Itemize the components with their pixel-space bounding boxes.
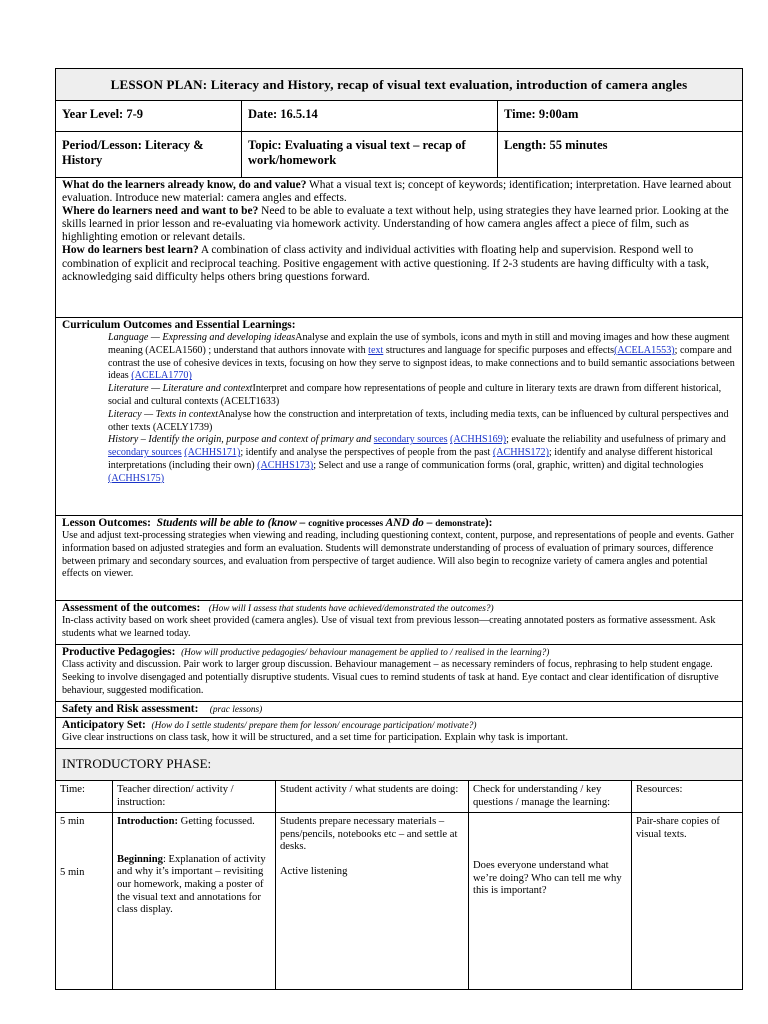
pedagogies-heading: Productive Pedagogies: — [62, 646, 176, 658]
period-lesson: Period/Lesson: Literacy & History — [56, 132, 242, 178]
achhs169-link[interactable]: (ACHHS169) — [450, 434, 507, 446]
date: Date: 16.5.14 — [242, 101, 498, 132]
acela1553-link[interactable]: (ACELA1553) — [614, 344, 675, 356]
curriculum-section — [56, 318, 743, 516]
pedagogies-section — [56, 645, 743, 702]
lesson-outcomes-section: Lesson Outcomes: Students will be able to (know – cognitive processes AND do – demonstrate): Use and adjust text-processing strategies when viewing and reading, including questioning context, content, purpose, and representations of people and events. Gather information based on adjusted strategies and form an evaluation. Students will demonstrate understanding of process of evaluation of primary sources, difference between primary and secondary sources, and evaluation from perspective of target audience. Will also begin to recognize variety of camera angles and potential effects on viewer. — [56, 516, 743, 601]
anticipatory-heading: Anticipatory Set: — [62, 719, 146, 732]
learners-q1: What do the learners already know, do and value? — [62, 179, 307, 191]
assessment-heading: Assessment of the outcomes: — [62, 602, 201, 614]
achhs173-link[interactable]: (ACHHS173) — [257, 460, 314, 472]
time-beginning: 5 min — [60, 866, 85, 878]
pedagogies-sub: (How will productive pedagogies/ behaviour management be applied to / realised in the learning?) — [181, 648, 550, 658]
student-beginning: Active listening — [280, 866, 348, 878]
col-time-header: Time: — [56, 781, 113, 813]
curriculum-history: History – Identify the origin, purpose and context of primary and secondary sources (ACHHS169); evaluate the reliability and usefulness of primary and secondary sources (ACHHS171); identify and analyse the perspectives of people from the past (ACHHS172); identify and analyse different historical interpretations (including their own) (ACHHS173); Select and use a range of communication forms (oral, graphic, written) and digital technologies (ACHHS175) — [108, 434, 726, 484]
secondary-sources-link-2[interactable]: secondary sources — [108, 447, 182, 459]
achhs171-link[interactable]: (ACHHS171) — [184, 447, 241, 459]
assessment-sub: (How will I assess that students have achieved/demonstrated the outcomes?) — [208, 604, 494, 614]
year-level: Year Level: 7-9 — [56, 101, 242, 132]
introductory-phase-table — [55, 748, 743, 990]
topic: Topic: Evaluating a visual text – recap of work/homework — [242, 132, 498, 178]
curriculum-literacy: Literacy — Texts in contextAnalyse how the construction and interpretation of texts, including media texts, can be influenced by cultural perspectives and other texts (ACELY1739) — [108, 408, 729, 433]
learners-q2: Where do learners need and want to be? — [62, 205, 259, 218]
col-teacher-header: Teacher direction/ activity / instruction: — [113, 781, 276, 813]
text-link[interactable]: text — [368, 344, 384, 356]
time-cell — [56, 813, 113, 990]
learners-a3: A combination of class activity and individual activities with floating help and supervision. Respond well to combination of explicit and reciprocal teaching. Positive engagement with active questioning. If 2-3 students are having difficulty with a task, acknowledging said difficulty helps others bring questions forward. — [62, 244, 709, 283]
teacher-cell — [113, 813, 276, 990]
check-beginning: Does everyone understand what we’re doing? Who can tell me why this is important? — [473, 860, 622, 897]
student-intro: Students prepare necessary materials – pens/pencils, notebooks etc – and settle at desks. — [280, 816, 458, 853]
assessment-text: In-class activity based on work sheet provided (camera angles). Use of visual text from previous lesson—creating annotated posters as formative assessment. Ask students what we learned today. — [62, 615, 716, 639]
curriculum-language: Language — Expressing and developing ideasAnalyse and explain the use of symbols, icons and myth in still and moving images and how these augment meaning (ACELA1560) ; understand that authors innovate with text structures and language for specific purposes and effects(ACELA1553); compare and contrast the use of cohesive devices in texts, focusing on how they serve to signpost ideas, to make connections and to build semantic associations between ideas (ACELA1770) — [108, 332, 735, 382]
pedagogies-text: Class activity and discussion. Pair work to larger group discussion. Behaviour management – as necessary reminders of focus, rephrasing to help student engage. Seeking to involve disengaged and potentially disruptive students. Visual cues to remind students of task at hand. Eye contact and clear identification of disruptive behaviour, suggested modification. — [62, 659, 719, 696]
length: Length: 55 minutes — [498, 132, 743, 178]
learners-q3: How do learners best learn? — [62, 244, 199, 257]
achhs175-link[interactable]: (ACHHS175) — [108, 472, 165, 484]
anticipatory-sub: (How do I settle students/ prepare them for lesson/ encourage participation/ motivate?) — [151, 721, 477, 732]
assessment-section — [56, 601, 743, 645]
anticipatory-text: Give clear instructions on class task, how it will be structured, and a set time for participation. Explain why task is important. — [62, 732, 568, 744]
learners-section — [56, 178, 743, 318]
outcomes-text: Use and adjust text-processing strategies when viewing and reading, including questioning context, content, purpose, and representations of people and events. Gather information based on adjusted strategies and form an evaluation. Students will demonstrate understanding of process of evaluation of primary sources, difference between primary and secondary sources, and evaluation from perspective of target audience. Will also begin to recognize variety of camera angles and potential effects on viewer. — [62, 530, 734, 580]
phase-title: INTRODUCTORY PHASE: — [56, 749, 743, 781]
resources-intro: Pair-share copies of visual texts. — [636, 816, 720, 840]
teacher-beginning: Beginning: Explanation of activity and why it’s important – revisiting our homework, making a poster of the visual text and annotations for class display. — [117, 853, 266, 916]
safety-section — [56, 702, 743, 718]
check-cell — [469, 813, 632, 990]
teacher-intro: Introduction: Getting focussed. — [117, 816, 255, 828]
safety-sub: (prac lessons) — [209, 705, 263, 715]
curriculum-items — [62, 332, 736, 486]
resources-cell — [632, 813, 743, 990]
col-resources-header: Resources: — [632, 781, 743, 813]
outcomes-heading: Lesson Outcomes: — [62, 517, 151, 529]
achhs172-link[interactable]: (ACHHS172) — [492, 447, 549, 459]
col-check-header: Check for understanding / key questions / manage the learning: — [469, 781, 632, 813]
col-student-header: Student activity / what students are doing: — [276, 781, 469, 813]
anticipatory-section — [56, 718, 743, 749]
safety-heading: Safety and Risk assessment: — [62, 703, 199, 715]
lesson-plan-table — [55, 68, 743, 749]
curriculum-literature: Literature — Literature and contextInterpret and compare how representations of people and culture in literary texts are drawn from different historical, social and cultural contexts (ACELT1633) — [108, 383, 722, 408]
lesson-plan-document — [55, 68, 742, 990]
learners-a1: What a visual text is; concept of keywords; identification; interpretation. Have learned about evaluation. Introduce new material: camera angles and effects. — [62, 179, 732, 205]
learners-a2: Need to be able to evaluate a text without help, using strategies they have learned prior. Looking at the skills learned in prior lesson and re-evaluating via homework activity. Understanding of how camera angles affect a piece of film, such as highlighting emotion or relevant details. — [62, 205, 729, 244]
secondary-sources-link[interactable]: secondary sources — [373, 434, 448, 446]
curriculum-heading: Curriculum Outcomes and Essential Learnings: — [62, 319, 296, 331]
page-title: LESSON PLAN: Literacy and History, recap of visual text evaluation, introduction of camera angles — [56, 69, 743, 101]
time-intro: 5 min — [60, 816, 85, 828]
acela1770-link[interactable]: (ACELA1770) — [131, 370, 192, 382]
student-cell — [276, 813, 469, 990]
time: Time: 9:00am — [498, 101, 743, 132]
